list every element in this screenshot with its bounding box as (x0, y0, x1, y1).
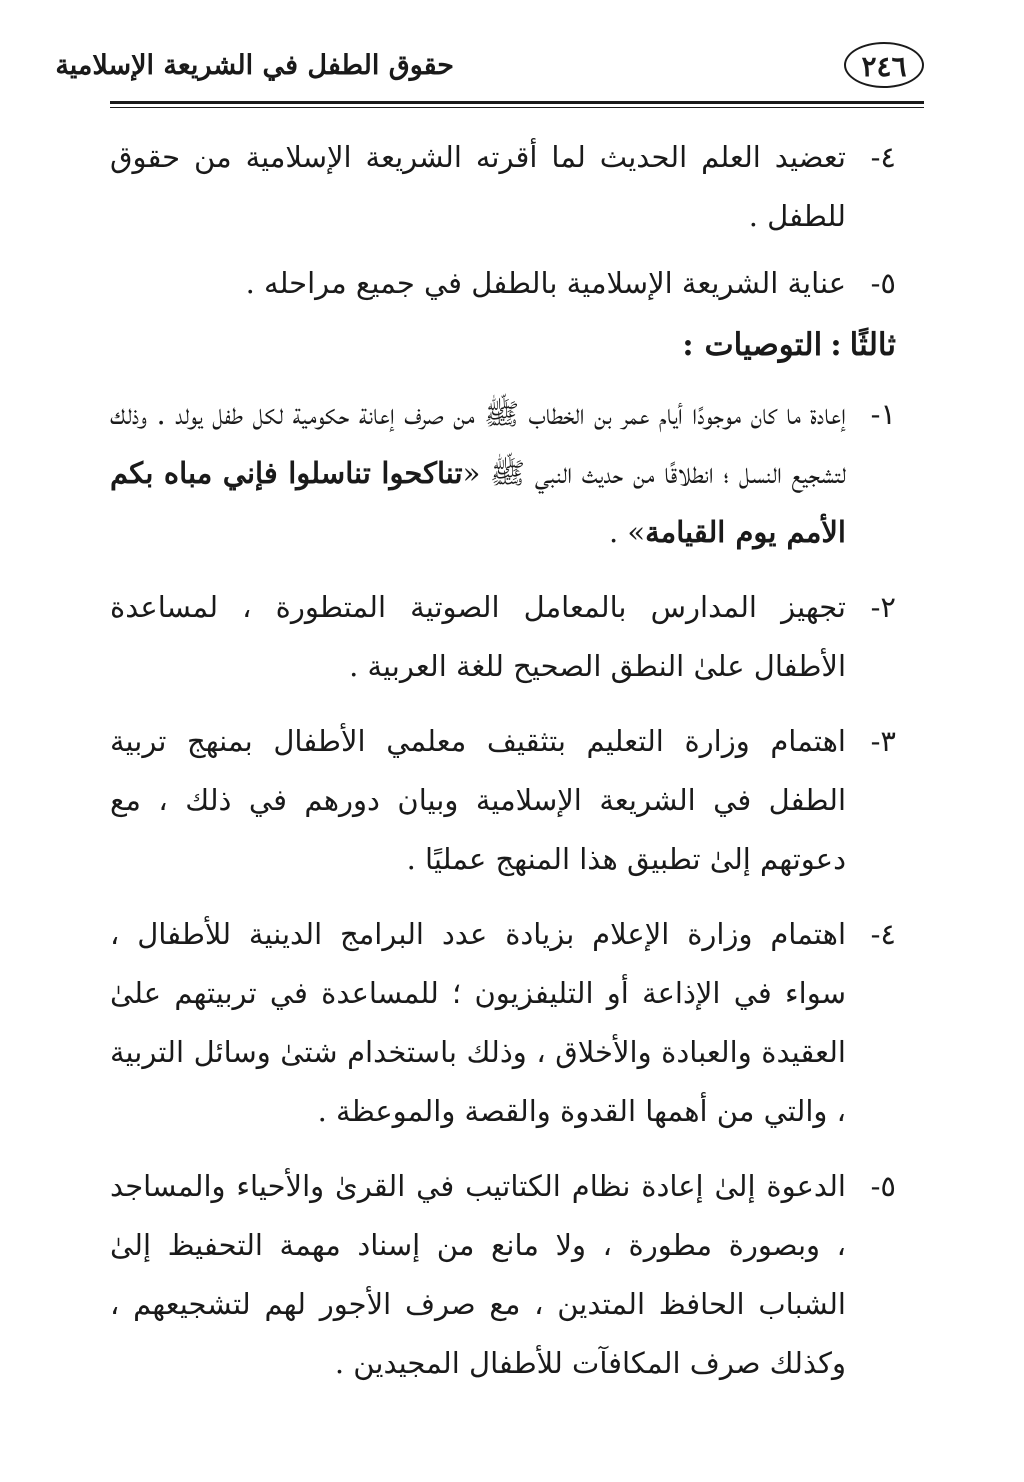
item-number: ٣- (870, 724, 896, 758)
item-number: ٤- (870, 917, 896, 951)
item-text: اهتمام وزارة التعليم بتثقيف معلمي الأطفال بمنهج تربية الطفل في الشريعة الإسلامية وبيان دورهم في ذلك ، مع دعوتهم إلىٰ تطبيق هذا المنهج عمليًا . (110, 724, 846, 876)
hadith-quote: تناكحوا تناسلوا فإني مباه بكم الأمم يوم القيامة (110, 456, 846, 549)
page-body (110, 128, 896, 1393)
running-title: حقوق الطفل في الشريعة الإسلامية (55, 50, 454, 81)
section-separator: : (830, 327, 842, 363)
recommendation-item (110, 578, 896, 696)
recommendation-item (110, 712, 896, 889)
section-trailing-colon: : (682, 327, 694, 363)
item-text: اهتمام وزارة الإعلام بزيادة عدد البرامج الدينية للأطفال ، سواء في الإذاعة أو التليفزيون ؛ للمساعدة في تربيتهم علىٰ العقيدة والعبادة والأخلاق ، وذلك باستخدام شتىٰ وسائل التربية ، والتي من أهمها القدوة والقصة والموعظة . (110, 917, 846, 1128)
item-text: عناية الشريعة الإسلامية بالطفل في جميع مراحله . (245, 266, 846, 300)
item-text: إعادة ما كان موجودًا أيام عمر بن الخطاب ﷺ من صرف إعانة حكومية لكل طفل يولد . وذلك لتشجيع النسل ؛ انطلاقًا من حديث النبي ﷺ « (110, 397, 846, 490)
header-rule-thick (110, 101, 924, 104)
finding-item (110, 254, 896, 313)
recommendation-item (110, 1157, 896, 1393)
section-title: التوصيات (704, 327, 823, 363)
item-number: ٥- (870, 266, 896, 300)
item-text: الدعوة إلىٰ إعادة نظام الكتاتيب في القرىٰ والأحياء والمساجد ، وبصورة مطورة ، ولا مانع من إسناد مهمة التحفيظ إلىٰ الشباب الحافظ المتدين ، مع صرف الأجور لهم لتشجيعهم ، وكذلك صرف المكافآت للأطفال المجيدين . (110, 1169, 846, 1380)
item-text-end: » . (608, 515, 646, 549)
page-number: ٢٤٦ (844, 42, 924, 88)
recommendation-item (110, 905, 896, 1141)
item-number: ٤- (870, 140, 896, 174)
recommendation-item (110, 385, 896, 562)
section-ordinal: ثالثًا (849, 327, 896, 363)
item-number: ٢- (870, 590, 896, 624)
item-text: تعضيد العلم الحديث لما أقرته الشريعة الإسلامية من حقوق للطفل . (110, 140, 846, 233)
item-number: ١- (870, 397, 896, 431)
section-heading (110, 313, 896, 377)
item-text: تجهيز المدارس بالمعامل الصوتية المتطورة ، لمساعدة الأطفال علىٰ النطق الصحيح للغة العربية . (110, 590, 846, 683)
item-number: ٥- (870, 1169, 896, 1203)
finding-item (110, 128, 896, 246)
page-header (55, 42, 924, 98)
header-rule-thin (110, 107, 924, 108)
